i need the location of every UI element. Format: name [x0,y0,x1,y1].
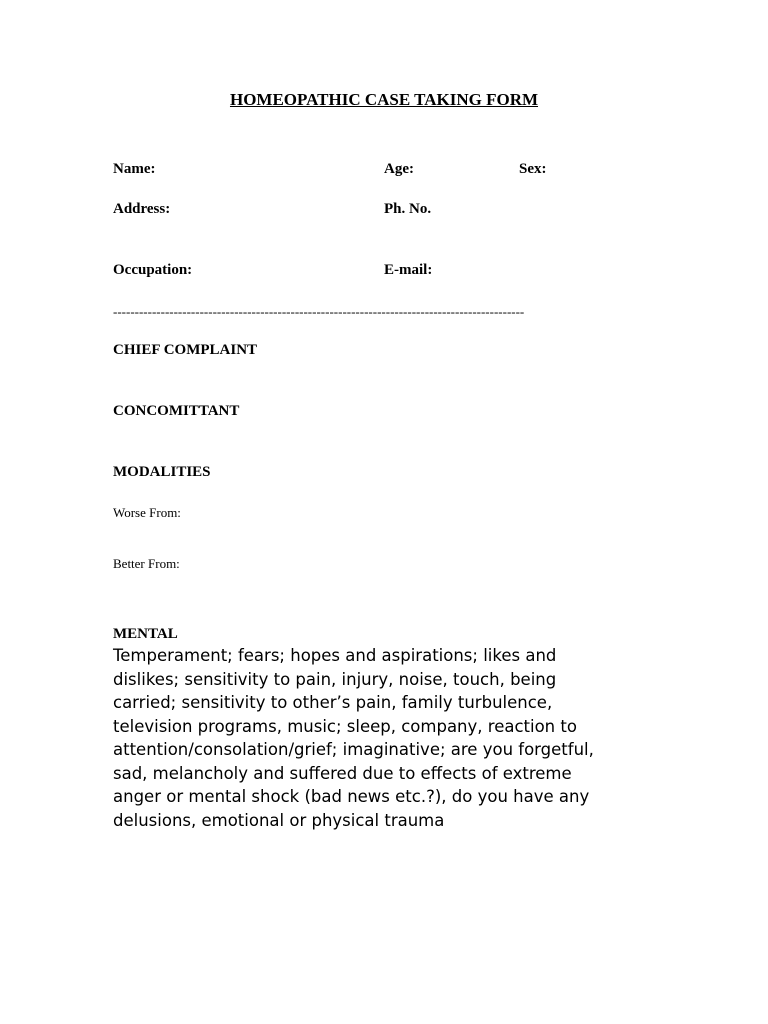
form-title: HOMEOPATHIC CASE TAKING FORM [229,90,539,109]
occupation-label: Occupation: [113,262,193,278]
email-label: E-mail: [384,262,433,278]
modalities-heading: MODALITIES [113,464,211,480]
sex-label: Sex: [519,161,547,177]
chief-complaint-heading: CHIEF COMPLAINT [113,342,258,358]
concomitant-heading: CONCOMITTANT [113,403,240,419]
mental-description: Temperament; fears; hopes and aspirations; likes and dislikes; sensitivity to pain, injury, noise, touch, being carried; sensitivity to other’s pain, family turbulence, television programs, music; sleep, company, reaction to attention/consolation/grief; imaginative; are you forgetful, sad, melancholy and suffered due to effects of extreme anger or mental shock (bad news etc.?), do you have any delusions, emotional or physical trauma [113,646,594,830]
name-label: Name: [113,161,156,177]
better-from-label: Better From: [113,556,180,571]
section-divider: ----------------------------------------------------------------------------------------------- [113,304,525,319]
worse-from-label: Worse From: [113,505,181,520]
mental-heading: MENTAL [113,626,178,642]
address-label: Address: [113,201,171,217]
phone-label: Ph. No. [384,201,432,217]
age-label: Age: [384,161,414,177]
